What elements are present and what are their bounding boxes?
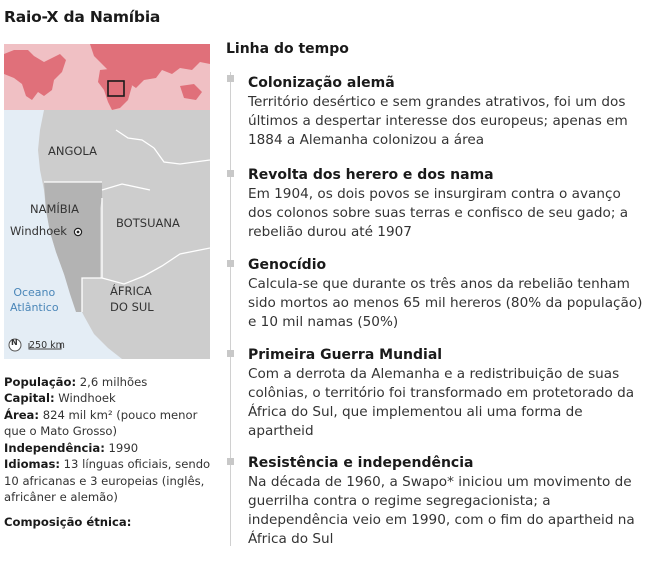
facts-panel [4, 374, 214, 530]
timeline-heading: Revolta dos herero e dos nama [248, 167, 494, 183]
timeline-item-independence [248, 454, 643, 549]
scale-label: 250 km [29, 340, 65, 351]
timeline-marker [227, 170, 234, 177]
timeline-text: Com a derrota da Alemanha e a redistribuição de suas colônias, o território foi transformado em protetorado da África do Sul, que implementou ali uma forma de apartheid [248, 366, 635, 439]
timeline-marker [227, 350, 234, 357]
timeline-text: Território desértico e sem grandes atrativos, foi um dos últimos a despertar interesse dos europeus; apenas em 1884 a Alemanha colonizou a área [248, 94, 628, 148]
timeline-heading: Genocídio [248, 257, 327, 273]
timeline-title: Linha do tempo [226, 41, 349, 57]
timeline-heading: Resistência e independência [248, 455, 474, 471]
label-namibia: NAMÍBIA [30, 202, 79, 216]
timeline-text: Calcula-se que durante os três anos da rebelião tenham sido mortos ao menos 65 mil hereros (80% da população) e 10 mil namas (50%) [248, 276, 643, 330]
label-ocean: Oceano Atlântico [10, 286, 59, 314]
fact-capital: Capital: Windhoek [4, 391, 116, 406]
timeline-text: Na década de 1960, a Swapo* iniciou um movimento de guerrilha contra o regime segregacionista; a independência veio em 1990, com o fim do apartheid na África do Sul [248, 474, 635, 547]
timeline-line [230, 72, 231, 546]
timeline-heading: Primeira Guerra Mundial [248, 347, 443, 363]
timeline-item-colonization [248, 74, 643, 150]
page-title: Raio-X da Namíbia [4, 8, 161, 26]
fact-area: Área: 824 mil km² (pouco menor que o Mato Grosso) [4, 407, 198, 439]
fact-ethnic-composition: Composição étnica: [4, 514, 132, 529]
north-label: N [11, 338, 18, 347]
namibia-locator-map [4, 44, 210, 359]
timeline-marker [227, 260, 234, 267]
label-botswana: BOTSUANA [116, 216, 180, 230]
fact-independence: Independência: 1990 [4, 440, 139, 455]
label-angola: ANGOLA [48, 144, 97, 158]
timeline-marker [227, 458, 234, 465]
timeline-text: Em 1904, os dois povos se insurgiram contra o avanço dos colonos sobre suas terras e confisco de seu gado; a rebelião durou até 1907 [248, 186, 629, 240]
timeline-item-revolt [248, 166, 643, 242]
label-south-africa: ÁFRICA DO SUL [110, 284, 154, 314]
timeline-marker [227, 75, 234, 82]
label-windhoek: Windhoek [10, 224, 67, 238]
fact-population: População: 2,6 milhões [4, 375, 148, 389]
fact-languages: Idiomas: 13 línguas oficiais, sendo 10 africanas e 3 europeias (inglês, africâner e alemão) [4, 457, 211, 505]
timeline-heading: Colonização alemã [248, 75, 395, 91]
timeline-item-ww1 [248, 346, 643, 441]
timeline-item-genocide [248, 256, 643, 332]
